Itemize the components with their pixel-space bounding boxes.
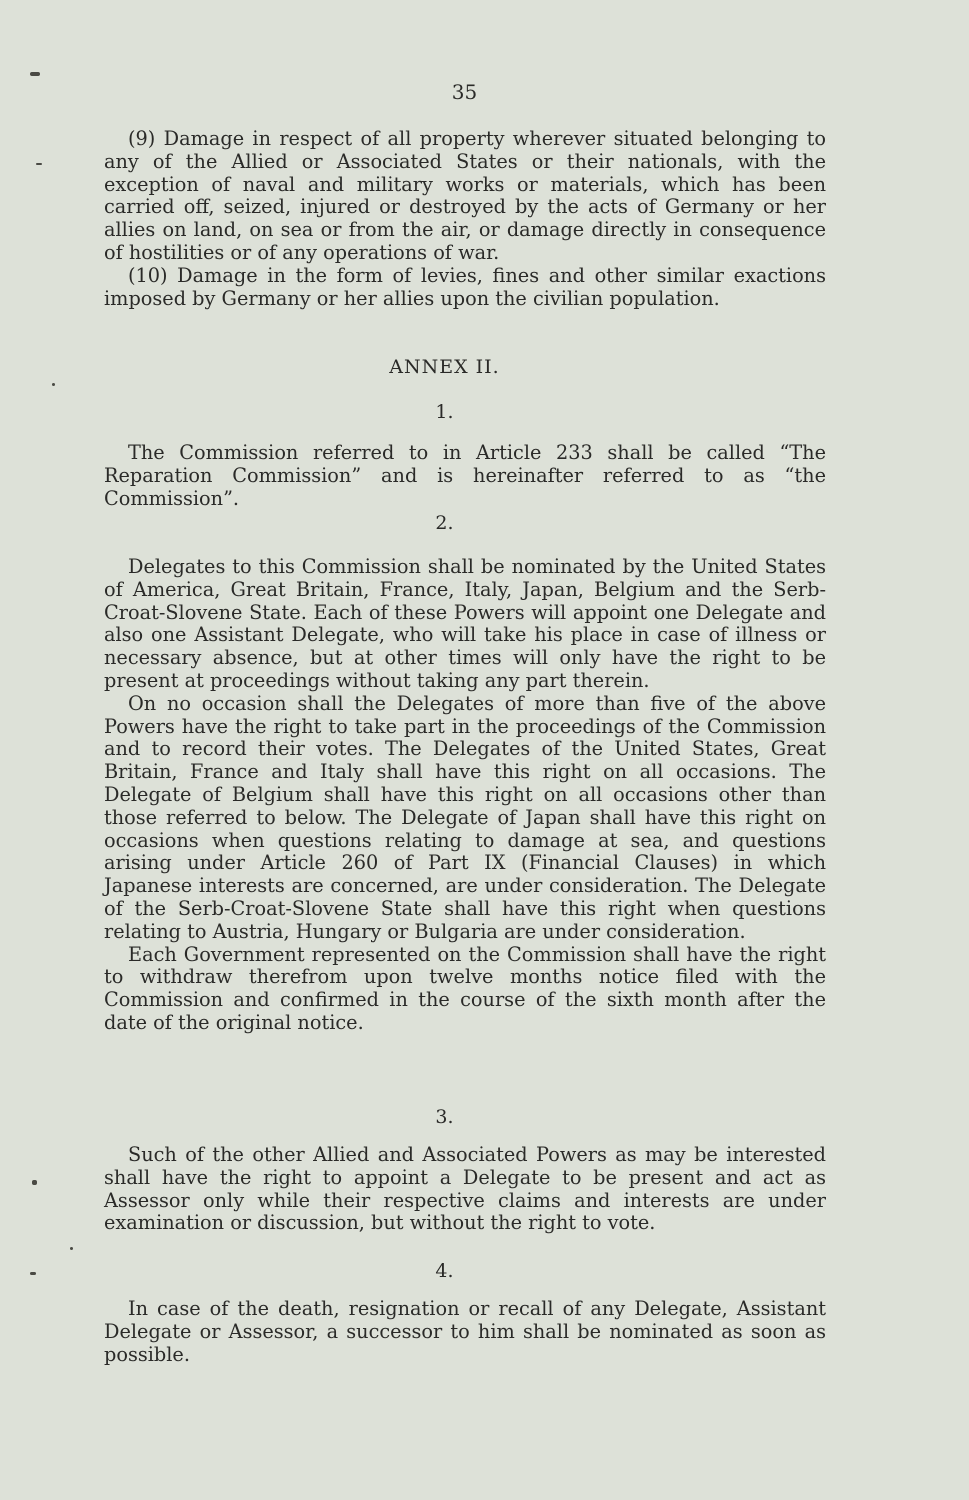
section-number: 1. [435, 401, 454, 423]
section-number: 2. [435, 512, 454, 534]
paragraph-10: (10) Damage in the form of levies, fines and other similar exactions imposed by Germany or her allies upon the civilian population. [104, 263, 826, 310]
section-3-body [104, 1144, 826, 1235]
margin-speck [32, 1180, 37, 1185]
section-4-body [104, 1298, 826, 1366]
section-number: 3. [435, 1106, 454, 1128]
section-paragraph: The Commission referred to in Article 233 shall be called “The Reparation Commission” and is hereinafter referred to as “the Commission”. [104, 441, 826, 510]
section-paragraph: Delegates to this Commission shall be nominated by the United States of America, Great Britain, France, Italy, Japan, Belgium and the Serb-Croat-Slovene State. Each of these Powers will appoint one Delegate and also one Assistant Delegate, who will take his place in case of illness or necessary absence, but at other times will only have the right to be present at proceedings without taking any part therein. [104, 555, 826, 692]
section-number: 4. [435, 1260, 454, 1282]
section-paragraph: On no occasion shall the Delegates of more than five of the above Powers have the right to take part in the proceedings of the Commission and to record their votes. The Delegates of the United States, Great Britain, France and Italy shall have this right on all occasions. The Delegate of Belgium shall have this right on all occasions other than those referred to below. The Delegate of Japan shall have this right on occasions when questions relating to damage at sea, and questions arising under Article 260 of Part IX (Financial Clauses) in which Japanese interests are concerned, are under consideration. The Delegate of the Serb-Croat-Slovene State shall have this right when questions relating to Austria, Hungary or Bulgaria are under consideration. [104, 691, 826, 943]
page-number: 35 [451, 80, 478, 104]
section-1-body [104, 442, 826, 510]
margin-speck [70, 1247, 73, 1250]
section-paragraph: Such of the other Allied and Associated Powers as may be interested shall have the right to appoint a Delegate to be present and act as Assessor only while their respective claims and interests are under examination or discussion, but without the right to vote. [104, 1143, 826, 1235]
annex-title: ANNEX II. [389, 356, 500, 378]
section-2-body [104, 556, 826, 1035]
margin-speck [36, 163, 42, 165]
paragraph-9: (9) Damage in respect of all property wherever situated belonging to any of the Allied or Associated States or their nationals, with the exception of naval and military works or materials, which has been carried off, seized, injured or destroyed by the acts of Germany or her allies on land, on sea or from the air, or damage directly in consequence of hostilities or of any operations of war. [104, 127, 826, 264]
margin-speck [52, 383, 55, 386]
section-paragraph: Each Government represented on the Commission shall have the right to withdraw therefrom upon twelve months notice filed with the Commission and confirmed in the course of the sixth month after the date of the original notice. [104, 942, 826, 1034]
intro-block [104, 128, 826, 310]
section-paragraph: In case of the death, resignation or recall of any Delegate, Assistant Delegate or Assessor, a successor to him shall be nominated as soon as possible. [104, 1297, 826, 1366]
margin-speck [30, 72, 40, 76]
